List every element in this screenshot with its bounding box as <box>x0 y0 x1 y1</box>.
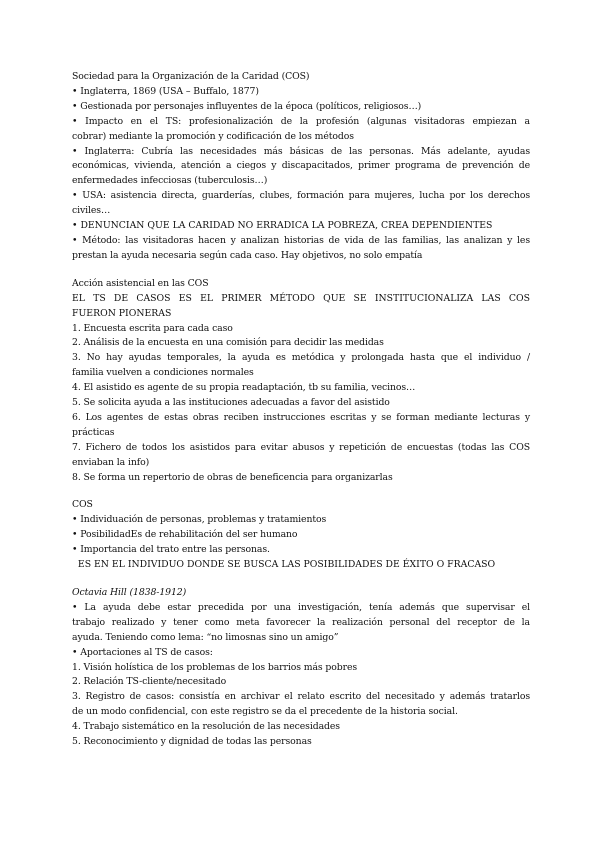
list-item: 4. El asistido es agente de su propia readaptación, tb su familia, vecinos… <box>72 382 416 394</box>
document-page <box>72 70 530 750</box>
list-item: 6. Los agentes de estas obras reciben instrucciones escritas y se forman mediante lecturas y <box>72 411 530 423</box>
section-cos-intro <box>72 70 530 264</box>
section-title: COS <box>72 499 93 511</box>
spacer <box>72 573 530 586</box>
spacer <box>72 485 530 498</box>
text-line: • USA: asistencia directa, guarderías, clubes, formación para mujeres, lucha por los derechos <box>72 190 530 202</box>
text-line: trabajo realizado y tener como meta favorecer la realización personal del receptor de la <box>72 616 530 628</box>
text-line: • Inglaterra, 1869 (USA – Buffalo, 1877) <box>72 85 259 97</box>
list-item: 3. Registro de casos: consistía en archivar el relato escrito del necesitado y además tratarlos <box>72 691 530 703</box>
spacer <box>72 264 530 277</box>
text-line: • Impacto en el TS: profesionalización de la profesión (algunas visitadoras empiezan a <box>72 115 530 127</box>
text-line: enviaban la info) <box>72 456 150 468</box>
text-line: prestan la ayuda necesaria según cada caso. Hay objetivos, no solo empatía <box>72 249 423 261</box>
list-item: • PosibilidadEs de rehabilitación del ser humano <box>72 529 298 541</box>
section-octavia-hill <box>72 586 530 750</box>
list-item: • Importancia del trato entre las personas. <box>72 544 270 556</box>
list-item: 2. Análisis de la encuesta en una comisión para decidir las medidas <box>72 337 384 349</box>
text-line: • Método: las visitadoras hacen y analizan historias de vida de las familias, las analizan y les <box>72 234 530 246</box>
list-item: 3. No hay ayudas temporales, la ayuda es metódica y prolongada hasta que el individuo / <box>72 352 530 364</box>
list-item: 1. Encuesta escrita para cada caso <box>72 322 233 334</box>
list-item: 5. Reconocimiento y dignidad de todas las personas <box>72 736 312 748</box>
text-line: ayuda. Teniendo como lema: “no limosnas sino un amigo” <box>72 631 339 643</box>
text-line: prácticas <box>72 426 115 438</box>
list-item: 5. Se solicita ayuda a las instituciones adecuadas a favor del asistido <box>72 397 390 409</box>
text-line: FUERON PIONERAS <box>72 307 172 319</box>
list-item: 1. Visión holística de los problemas de los barrios más pobres <box>72 661 358 673</box>
text-line: económicas, vivienda, atención a ciegos y discapacitados, primer programa de prevención de <box>72 160 530 172</box>
text-line: EL TS DE CASOS ES EL PRIMER MÉTODO QUE SE INSTITUCIONALIZA LAS COS <box>72 292 530 304</box>
text-line: cobrar) mediante la promoción y codificación de los métodos <box>72 130 354 142</box>
list-item: 7. Fichero de todos los asistidos para evitar abusos y repetición de encuestas (todas las COS <box>72 441 530 453</box>
list-item: 8. Se forma un repertorio de obras de beneficencia para organizarlas <box>72 471 393 483</box>
text-line: • DENUNCIAN QUE LA CARIDAD NO ERRADICA LA POBREZA, CREA DEPENDIENTES <box>72 220 493 232</box>
section-title: Octavia Hill (1838-1912) <box>72 587 187 598</box>
text-line: ES EN EL INDIVIDUO DONDE SE BUSCA LAS POSIBILIDADES DE ÉXITO O FRACASO <box>72 559 496 571</box>
list-item: • Aportaciones al TS de casos: <box>72 646 213 658</box>
text-line: enfermedades infecciosas (tuberculosis…) <box>72 175 268 187</box>
section-accion-asistencial <box>72 277 530 486</box>
text-line: civiles… <box>72 205 111 217</box>
list-item: 2. Relación TS-cliente/necesitado <box>72 676 227 688</box>
text-line: • La ayuda debe estar precedida por una investigación, tenía además que supervisar el <box>72 601 530 613</box>
section-title: Acción asistencial en las COS <box>72 277 209 289</box>
list-item: • Individuación de personas, problemas y tratamientos <box>72 514 327 526</box>
section-title: Sociedad para la Organización de la Caridad (COS) <box>72 71 310 82</box>
text-line: de un modo confidencial, con este registro se da el precedente de la historia social. <box>72 706 458 718</box>
text-line: • Gestionada por personajes influyentes de la época (políticos, religiosos…) <box>72 100 422 112</box>
list-item: 4. Trabajo sistemático en la resolución de las necesidades <box>72 721 340 733</box>
section-cos <box>72 498 530 573</box>
text-line: • Inglaterra: Cubría las necesidades más básicas de las personas. Más adelante, ayudas <box>72 145 530 157</box>
text-line: familia vuelven a condiciones normales <box>72 367 254 379</box>
